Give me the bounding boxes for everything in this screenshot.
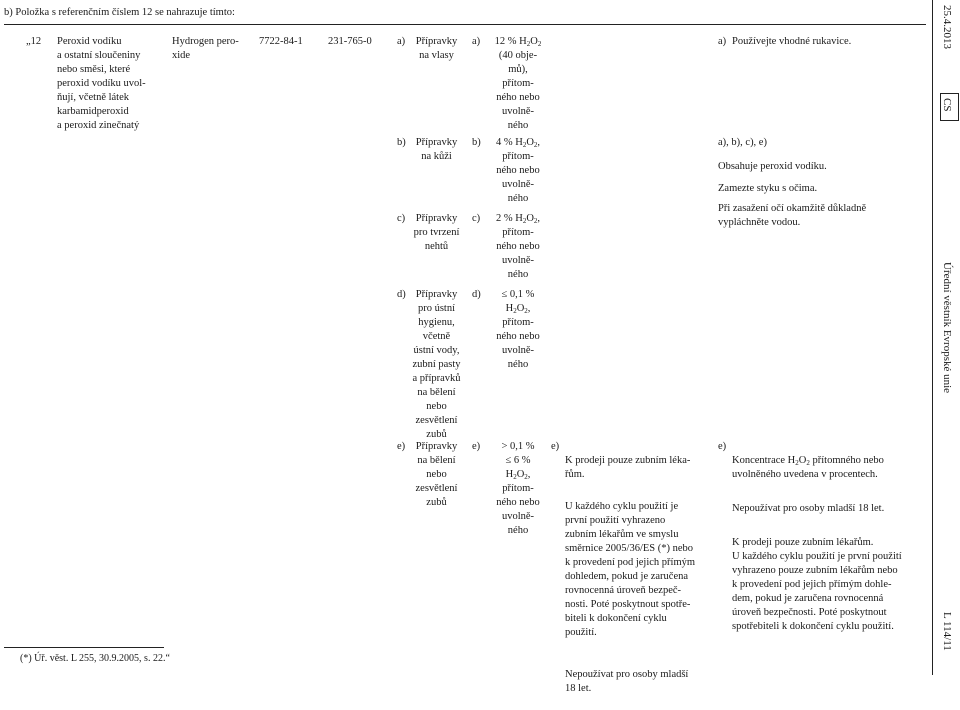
product-b-text: Přípravky na kůži xyxy=(415,137,458,162)
conc-d-comma: , xyxy=(527,303,531,314)
conc-a-sub2: 2 xyxy=(537,40,542,48)
conc-b-rest: přítom- ného nebo uvolně- ného xyxy=(496,151,540,204)
footnote-rule xyxy=(4,647,164,648)
product-a xyxy=(397,35,462,63)
margin-lang: CS xyxy=(941,98,953,112)
conc-e-sub2: 2 xyxy=(524,473,528,481)
warning-e xyxy=(718,440,918,648)
conc-b-comma: , xyxy=(537,137,541,148)
warning-e-1-sub2: 2 xyxy=(806,459,810,467)
conc-c-rest: přítom- ného nebo uvolně- ného xyxy=(496,227,540,280)
product-d-marker: d) xyxy=(397,289,406,300)
ref-number: „12 xyxy=(26,36,42,47)
product-c-marker: c) xyxy=(397,213,406,224)
warning-bce-2: Zamezte styku s očima. xyxy=(718,183,818,194)
warning-e-1-o: O xyxy=(798,455,807,466)
warning-a-text: Používejte vhodné rukavice. xyxy=(732,36,852,47)
cas-number: 7722-84-1 xyxy=(259,36,303,47)
inn-name: Hydrogen pero- xide xyxy=(172,36,239,61)
conc-b-marker: b) xyxy=(472,137,481,148)
conc-b-sub1: 2 xyxy=(522,141,527,149)
conc-a-o: O xyxy=(530,36,538,47)
conc-b-value: 4 % H xyxy=(495,137,523,148)
conc-c-o: O xyxy=(526,213,534,224)
warning-e-1-sub1: 2 xyxy=(795,459,799,467)
margin-journal: Úřední věstník Evropské unie xyxy=(941,262,953,394)
conc-e xyxy=(472,440,548,538)
conc-a-rest: (40 obje- mů), přítom- ného nebo uvolně- ného xyxy=(496,50,540,131)
conditions-e-p1: K prodeji pouze zubním léka- řům. xyxy=(565,455,691,480)
warning-e-marker: e) xyxy=(718,441,727,452)
conc-a xyxy=(472,35,548,133)
top-rule xyxy=(4,24,926,25)
conc-c-value: 2 % H xyxy=(495,213,523,224)
conc-e-o: O xyxy=(516,469,525,480)
warning-a xyxy=(718,35,918,49)
product-e-marker: e) xyxy=(397,441,406,452)
margin-rule xyxy=(932,0,933,675)
margin-page: L 114/11 xyxy=(941,612,953,651)
conc-d-h: H xyxy=(505,303,514,314)
conc-c-sub2: 2 xyxy=(533,217,538,225)
warning-e-3: K prodeji pouze zubním lékařům. U každého cyklu použití je první použití vyhrazeno pouze zubním lékařům nebo k provedení pod jejich přímým dohle- dem, pokud je zaručena rovnocenná úroveň bezpečnosti. Poté poskytnout spotřebiteli k dokončení cyklu použití. xyxy=(732,537,902,632)
warning-e-1-pre: Koncentrace H xyxy=(732,455,796,466)
conc-c-sub1: 2 xyxy=(522,217,527,225)
product-b-marker: b) xyxy=(397,137,406,148)
conc-d-rest: přítom- ného nebo uvolně- ného xyxy=(496,317,540,370)
conc-e-rest: přítom- ného nebo uvolně- ného xyxy=(496,483,540,536)
conc-b xyxy=(472,136,548,206)
conc-d-sub2: 2 xyxy=(524,307,528,315)
conc-c-marker: c) xyxy=(472,213,481,224)
conc-e-sub1: 2 xyxy=(513,473,517,481)
conditions-e xyxy=(551,440,711,710)
conc-a-sub1: 2 xyxy=(526,40,531,48)
warning-bce-head: a), b), c), e) xyxy=(718,137,767,148)
product-e-text: Přípravky na bělení nebo zesvětlení zubů xyxy=(415,441,458,508)
conc-e-comma: , xyxy=(527,469,531,480)
conc-e-marker: e) xyxy=(472,441,481,452)
conditions-e-marker: e) xyxy=(551,441,560,452)
product-c xyxy=(397,212,462,254)
product-b xyxy=(397,136,462,164)
intro-text: b) Položka s referenčním číslem 12 se nahrazuje tímto: xyxy=(4,7,235,18)
conditions-e-p3: Nepoužívat pro osoby mladší 18 let. xyxy=(565,669,689,694)
product-d-text: Přípravky pro ústní hygienu, včetně ústní vody, zubní pasty a přípravků na bělení nebo zesvětlení zubů xyxy=(412,289,461,440)
conditions-e-p2: U každého cyklu použití je první použití vyhrazeno zubním lékařům ve smyslu směrnice 2005/36/ES (*) nebo k provedení pod jejich přímým dohledem, pokud je zaručena rovnocenná úroveň bezpeč- nosti. Poté poskytnout spotře- biteli k dokončení cyklu použití. xyxy=(565,501,696,638)
margin-date: 25.4.2013 xyxy=(941,5,953,49)
conc-d-o: O xyxy=(516,303,525,314)
conc-e-upper: ≤ 6 % xyxy=(505,455,531,466)
conc-d xyxy=(472,288,548,372)
conc-a-marker: a) xyxy=(472,36,481,47)
conc-e-value: > 0,1 % xyxy=(501,441,535,452)
warning-a-marker: a) xyxy=(718,36,727,47)
conc-c-comma: , xyxy=(537,213,541,224)
footnote: (*) Úř. věst. L 255, 30.9.2005, s. 22.“ xyxy=(20,653,170,664)
conc-c xyxy=(472,212,548,282)
warning-e-2: Nepoužívat pro osoby mladší 18 let. xyxy=(732,503,885,514)
warning-bce-3: Při zasažení očí okamžitě důkladně vypláchněte vodou. xyxy=(718,203,867,228)
warning-e-1-post: přítomného nebo uvolněného uvedena v procentech. xyxy=(732,455,884,480)
product-e xyxy=(397,440,462,510)
conc-e-h: H xyxy=(505,469,514,480)
warning-bce-1: Obsahuje peroxid vodíku. xyxy=(718,161,827,172)
conc-a-value: 12 % H xyxy=(494,36,527,47)
conc-d-value: ≤ 0,1 % xyxy=(501,289,535,300)
product-a-text: Přípravky na vlasy xyxy=(415,36,458,61)
conc-b-o: O xyxy=(526,137,534,148)
product-c-text: Přípravky pro tvrzení nehtů xyxy=(413,213,460,252)
ec-number: 231-765-0 xyxy=(328,36,372,47)
conc-d-marker: d) xyxy=(472,289,481,300)
product-a-marker: a) xyxy=(397,36,406,47)
conc-d-sub1: 2 xyxy=(513,307,517,315)
substance-name: Peroxid vodíku a ostatní sloučeniny nebo směsi, které peroxid vodíku uvol- ňují, včetně látek karbamidperoxid a peroxid zinečnatý xyxy=(57,36,146,131)
product-d xyxy=(397,288,462,442)
conc-b-sub2: 2 xyxy=(533,141,538,149)
